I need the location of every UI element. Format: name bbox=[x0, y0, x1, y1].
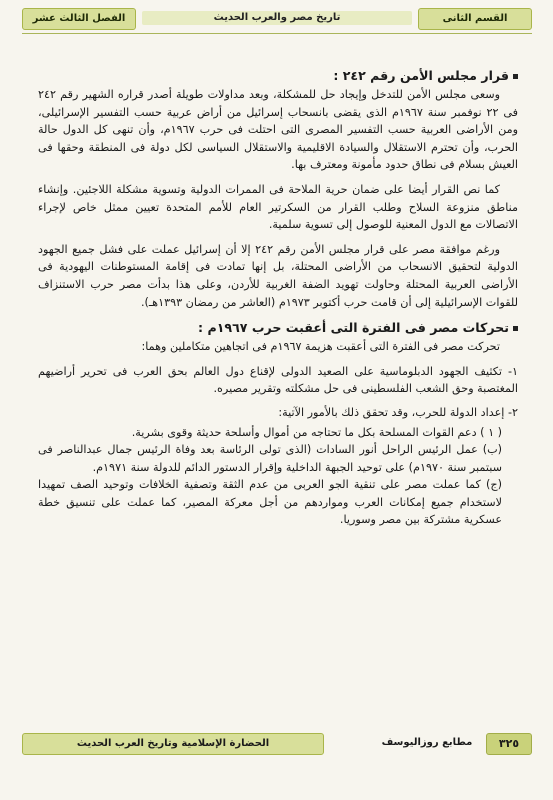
section-heading-egypt-moves bbox=[38, 318, 518, 338]
header-subject-title: تاريخ مصر والعرب الحديث bbox=[142, 11, 412, 25]
paragraph-3: ورغم موافقة مصر على قرار مجلس الأمن رقم ٢٤٢ إلا أن إسرائيل عملت على فشل جميع الجهود الدولية لتحقيق الانسحاب من الأراضى المحتلة، بل إنها تمادت فى إقامة المستوطنات اليهودية فى الأراضى العربية المحتلة وحاولت تهويد الضفة الغربية للأردن، وعلى هذا بدأت مصر حرب الاستنزاف للقوات الإسرائيلية إلى أن قامت حرب أكتوبر ١٩٧٣م (العاشر من رمضان ١٣٩٣هـ). bbox=[38, 242, 518, 309]
square-bullet-icon bbox=[513, 74, 518, 79]
list-item-2: ٢- إعداد الدولة للحرب، وقد تحقق ذلك بالأمور الآتية: bbox=[278, 405, 518, 419]
list-item-1: ١- تكثيف الجهود الدبلوماسية على الصعيد الدولى لإقناع دول العالم بحق العرب فى تحرير أراضيهم المغتصبة وحق الشعب الفلسطينى فى حل مشكلته وتقرير مصيره. bbox=[38, 364, 518, 396]
paragraph-2: كما نص القرار أيضا على ضمان حرية الملاحة فى الممرات الدولية وتسوية مشكلة اللاجئين. وإنشاء مناطق منزوعة السلاح وطلب القرار من السكرتير العام للأمم المتحدة تعيين ممثل خاص لإجراء الاتصالات مع الدول المعنية للوصول إلى تسوية سلمية. bbox=[38, 182, 518, 232]
header-chapter-label: الفصل الثالث عشر bbox=[22, 8, 136, 30]
section-heading-text: قرار مجلس الأمن رقم ٢٤٢ : bbox=[333, 68, 509, 83]
header-divider bbox=[22, 33, 532, 34]
header-section-label: القسم الثانى bbox=[418, 8, 532, 30]
book-title-label: الحضارة الإسلامية وتاريخ العرب الحديث bbox=[22, 733, 324, 755]
sub-list bbox=[38, 424, 518, 530]
square-bullet-icon bbox=[513, 326, 518, 331]
page-body bbox=[38, 66, 518, 529]
sub-list-item-b: (ب) عمل الرئيس الراحل أنور السادات (الذى تولى الرئاسة بعد وفاة الرئيس جمال عبدالناصر فى سبتمبر سنة ١٩٧٠م) على توحيد الجبهة الداخلية وإقرار الدستور الدائم للدولة سنة ١٩٧١م. bbox=[38, 443, 502, 474]
page-footer bbox=[22, 733, 532, 753]
page-number: ٣٢٥ bbox=[486, 733, 532, 755]
paragraph-1: وسعى مجلس الأمن للتدخل وإيجاد حل للمشكلة، وبعد مداولات طويلة أصدر قراره الشهير رقم ٢٤٢ فى ٢٢ نوفمبر سنة ١٩٦٧م الذى يقضى بانسحاب إسرائيل من أراض عربية حسب التفسير الإسرائيلى، ومن الأراضى العربية حسب التفسير المصرى التى احتلت فى حرب ١٩٦٧م، وأن تنهى كل الدول حالة الحرب، وأن تحترم الاستقلال والسيادة الاقليمية والاستقلال السياسى لكل دولة فى المنطقة وحقها فى العيش بسلام فى نطاق حدود مأمونة ومعترف بها. bbox=[38, 88, 518, 172]
publisher-label: مطابع روزاليوسف bbox=[381, 737, 473, 748]
section-heading-text: تحركات مصر فى الفترة التى أعقبت حرب ١٩٦٧م : bbox=[198, 320, 509, 336]
sub-list-item-a: ( ١ ) دعم القوات المسلحة بكل ما تحتاجه من أموال وأسلحة حديثة وقوى بشرية. bbox=[131, 425, 502, 439]
paragraph-intro: تحركت مصر فى الفترة التى أعقبت هزيمة ١٩٦٧م فى اتجاهين متكاملين وهما: bbox=[141, 340, 500, 354]
sub-list-item-c: (ج) كما عملت مصر على تنقية الجو العربى من عدم الثقة وتصفية الخلافات وتوحيد الصف تمهيدا لاستخدام جميع إمكانات العرب ومواردهم من أجل معركة المصير، كما عملت على تنسيق خطة عسكرية مشتركة بين مصر وسوريا. bbox=[38, 478, 502, 527]
section-heading-resolution-242 bbox=[38, 66, 518, 86]
page-header bbox=[22, 8, 532, 28]
